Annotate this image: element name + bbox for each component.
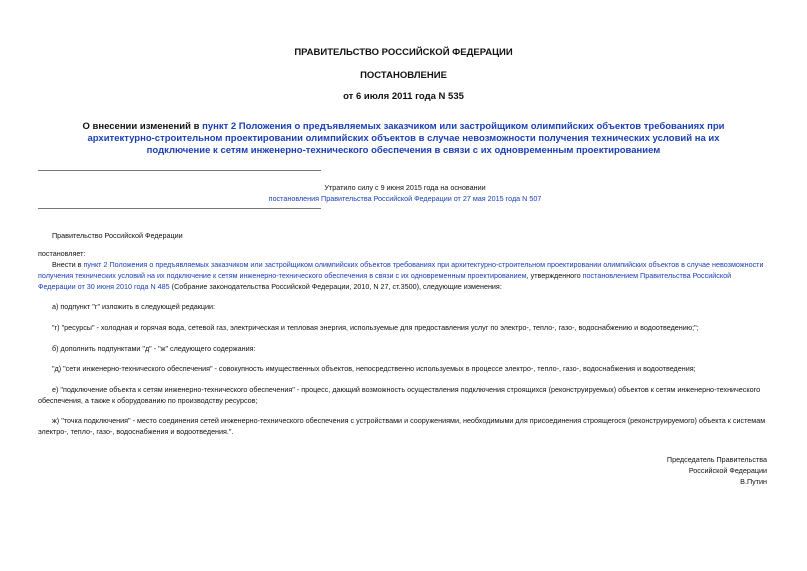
paragraph-main-post: (Собрание законодательства Российской Федерации, 2010, N 27, ст.3500), следующие изменения: [169,282,502,291]
paragraph-main [38,259,770,292]
signature-block [667,454,767,487]
item-e: е) "подключение объекта к сетям инженерно-технического обеспечения" - процесс, дающий возможность осуществления подключения строящихся (реконструируемых) объектов к сетям инженерно-технического обеспечения, а также к оборудованию по производству ресурсов; [38,385,761,405]
title-prefix: О внесении изменений в [82,121,203,132]
item-g: "г) "ресурсы" - холодная и горячая вода, сетевой газ, электрическая и тепловая энергия, используемые для предоставления услуг по электро-, тепло-, газо-, водоснабжению и водоотведению;"; [52,323,699,332]
repeal-note-link[interactable]: постановления Правительства Российской Федерации от 27 мая 2015 года N 507 [268,194,542,203]
body-government: Правительство Российской Федерации [52,231,183,240]
document-title [70,121,737,157]
divider-bottom [38,208,321,209]
signature-line-2: Российской Федерации [688,466,767,475]
item-a: а) подпункт "г" изложить в следующей редакции: [52,302,216,311]
item-d: "д) "сети инженерно-технического обеспечения" - совокупность имущественных объектов, непосредственно используемых в процессе электро-, тепло-, газо-, водоснабжения и водоотведения; [52,364,696,373]
paragraph-main-link-1[interactable]: пункт 2 Положения о предъявляемых заказчиком или застройщиком олимпийских объектов требованиях при архитектурно-строительном проектировании олимпийских объектов в случае невозможности получения технических условий на их подключение к сетям инженерно-технического обеспечения в связи с их одновременным проектированием [38,260,764,280]
signature-line-1: Председатель Правительства [666,455,767,464]
paragraph-main-link-2[interactable]: постановлением Правительства Российской Федерации от 30 июня 2010 года N 485 [38,271,732,291]
header-doc-type: ПОСТАНОВЛЕНИЕ [360,70,447,81]
body-decides: постановляет: [38,249,86,258]
paragraph-main-pre: Внести в [52,260,84,269]
title-link[interactable]: пункт 2 Положения о предъявляемых заказчиком или застройщиком олимпийских объектов требованиях при архитектурно-строительном проектировании олимпийских объектов в случае невозможности получения технических условий на их подключение к сетям инженерно-технического обеспечения в связи с их одновременным проектированием [87,121,725,156]
signature-line-3: В.Путин [740,477,767,486]
paragraph-main-mid: , утвержденного [526,271,583,280]
divider-top [38,170,321,171]
item-b: б) дополнить подпунктами "д" - "ж" следующего содержания: [52,344,256,353]
item-zh: ж) "точка подключения" - место соединения сетей инженерно-технического обеспечения с устройствами и сооружениями, необходимыми для присоединения строящегося (реконструируемого) объекта к системам электро-, тепло-, газо-, водоснабжения и водоотведения.". [38,416,766,436]
header-government: ПРАВИТЕЛЬСТВО РОССИЙСКОЙ ФЕДЕРАЦИИ [294,47,513,58]
repeal-note-text: Утратило силу с 9 июня 2015 года на основании [324,183,486,192]
header-date-number: от 6 июля 2011 года N 535 [343,91,464,102]
repeal-note [260,182,550,204]
